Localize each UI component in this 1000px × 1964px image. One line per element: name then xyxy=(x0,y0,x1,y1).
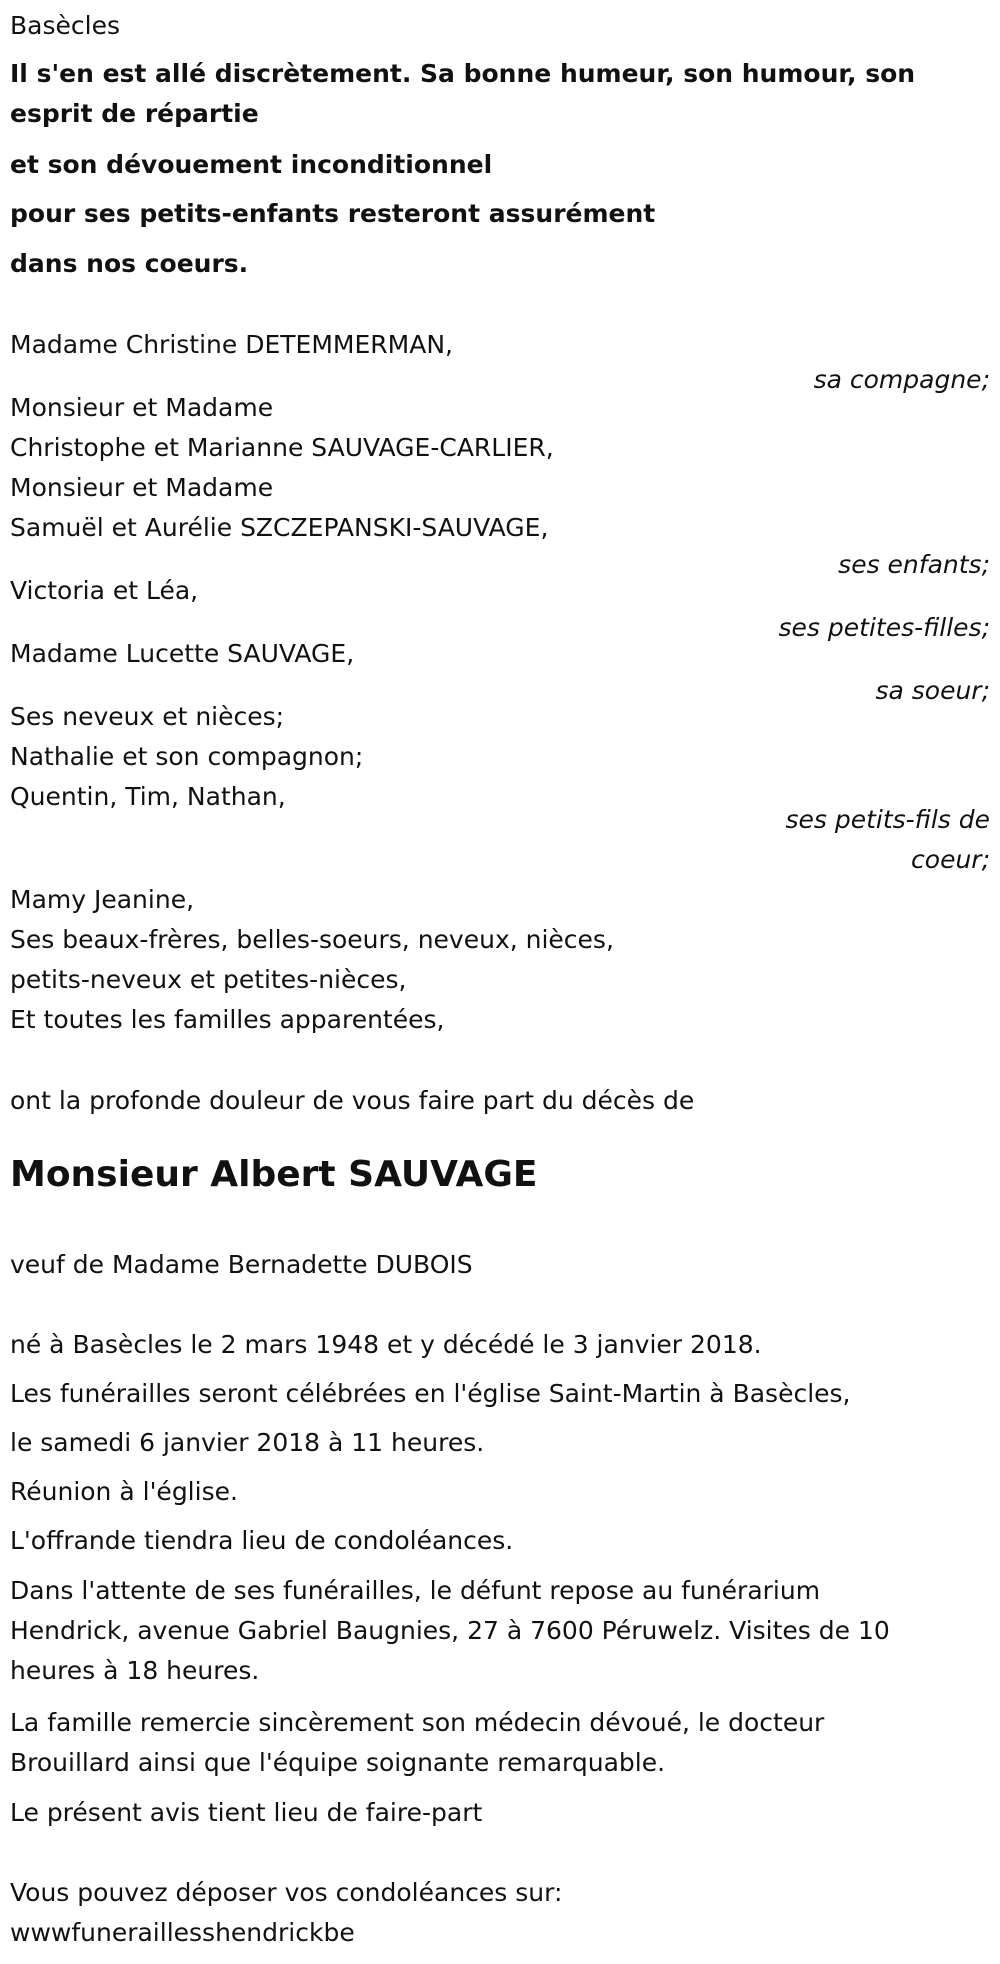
nephews-line-2: Nathalie et son compagnon; xyxy=(10,742,364,771)
others-line-4: Et toutes les familles apparentées, xyxy=(10,1005,445,1034)
children-line-4: Samuël et Aurélie SZCZEPANSKI-SAUVAGE, xyxy=(10,513,549,542)
notice-text: Le présent avis tient lieu de faire-part xyxy=(10,1798,483,1827)
nephews-role-line-1: ses petits-fils de xyxy=(785,805,990,834)
epitaph-line-4: pour ses petits-enfants resteront assurément xyxy=(10,199,656,228)
sister-role: sa soeur; xyxy=(875,676,990,705)
children-line-1: Monsieur et Madame xyxy=(10,393,274,422)
deceased-name: Monsieur Albert SAUVAGE xyxy=(10,1154,538,1195)
epitaph-line-3: et son dévouement inconditionnel xyxy=(10,150,493,179)
thanks-line-2: Brouillard ainsi que l'équipe soignante remarquable. xyxy=(10,1748,666,1777)
granddaughters-role: ses petites-filles; xyxy=(778,613,990,642)
rest-line-2: Hendrick, avenue Gabriel Baugnies, 27 à 7600 Péruwelz. Visites de 10 xyxy=(10,1616,890,1645)
others-line-2: Ses beaux-frères, belles-soeurs, neveux, nièces, xyxy=(10,925,614,954)
children-line-2: Christophe et Marianne SAUVAGE-CARLIER, xyxy=(10,433,554,462)
others-line-3: petits-neveux et petites-nièces, xyxy=(10,965,407,994)
companion-name: Madame Christine DETEMMERMAN, xyxy=(10,330,453,359)
children-line-3: Monsieur et Madame xyxy=(10,473,274,502)
nephews-line-1: Ses neveux et nièces; xyxy=(10,702,285,731)
companion-role: sa compagne; xyxy=(813,365,990,394)
thanks-line-1: La famille remercie sincèrement son médecin dévoué, le docteur xyxy=(10,1708,825,1737)
funeral-line-2: le samedi 6 janvier 2018 à 11 heures. xyxy=(10,1428,485,1457)
others-line-1: Mamy Jeanine, xyxy=(10,885,195,914)
rest-line-3: heures à 18 heures. xyxy=(10,1656,260,1685)
widower-text: veuf de Madame Bernadette DUBOIS xyxy=(10,1250,473,1279)
epitaph-line-2: esprit de répartie xyxy=(10,99,259,128)
nephews-line-3: Quentin, Tim, Nathan, xyxy=(10,782,286,811)
condolences-label: Vous pouvez déposer vos condoléances sur: xyxy=(10,1878,563,1907)
announcement-text: ont la profonde douleur de vous faire part du décès de xyxy=(10,1086,695,1115)
granddaughters-name: Victoria et Léa, xyxy=(10,576,199,605)
rest-line-1: Dans l'attente de ses funérailles, le défunt repose au funérarium xyxy=(10,1576,821,1605)
funeral-line-1: Les funérailles seront célébrées en l'église Saint-Martin à Basècles, xyxy=(10,1379,851,1408)
epitaph-line-1: Il s'en est allé discrètement. Sa bonne humeur, son humour, son xyxy=(10,59,916,88)
children-role: ses enfants; xyxy=(838,550,990,579)
sister-name: Madame Lucette SAUVAGE, xyxy=(10,639,355,668)
condolences-url[interactable]: wwwfuneraillesshendrickbe xyxy=(10,1918,355,1947)
meeting-text: Réunion à l'église. xyxy=(10,1477,238,1506)
nephews-role-line-2: coeur; xyxy=(911,845,990,874)
epitaph-line-5: dans nos coeurs. xyxy=(10,249,249,278)
location-header: Basècles xyxy=(10,11,120,40)
offering-text: L'offrande tiendra lieu de condoléances. xyxy=(10,1526,514,1555)
birth-death-text: né à Basècles le 2 mars 1948 et y décédé le 3 janvier 2018. xyxy=(10,1330,762,1359)
